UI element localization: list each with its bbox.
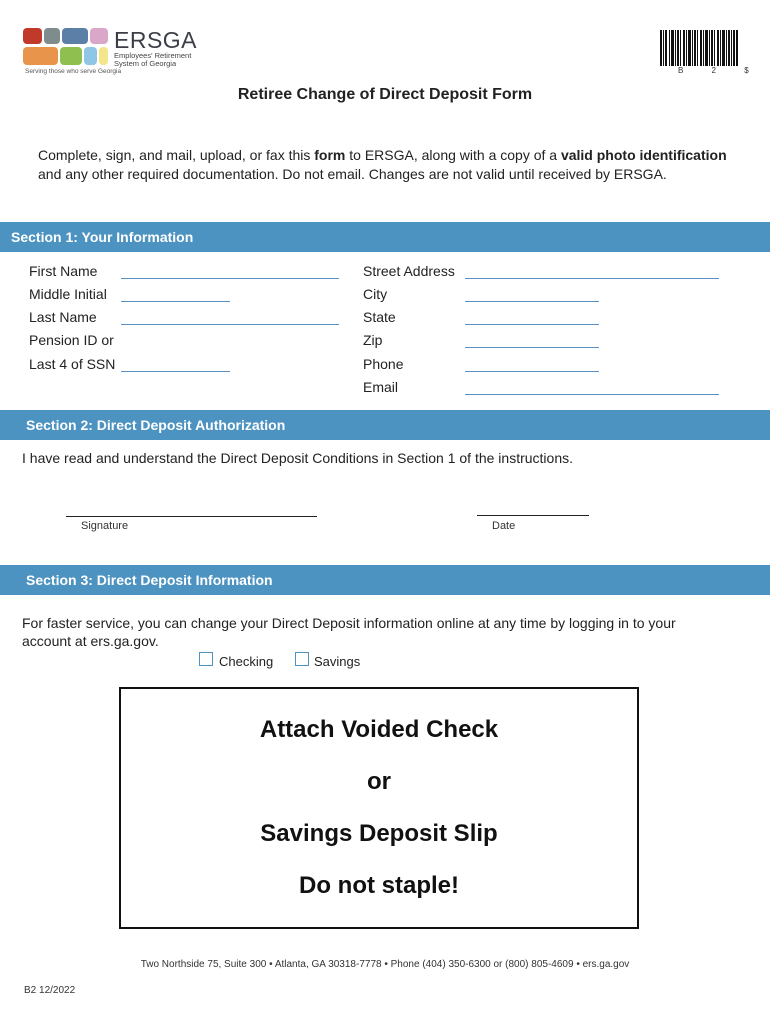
logo-subtitle — [114, 52, 191, 68]
logo-tile-yellow — [99, 47, 108, 65]
barcode — [660, 30, 738, 66]
date-label: Date — [492, 520, 516, 532]
online-change-note-line1: For faster service, you can change your Direct Deposit information online at any time by logging in to your — [22, 615, 676, 631]
street-address-field[interactable] — [465, 278, 719, 279]
footer-contact: Two Northside 75, Suite 300 • Atlanta, GA 30318-7778 • Phone (404) 350-6300 or (800) 805-4609 • ers.ga.gov — [140, 959, 630, 970]
attach-check-box — [119, 687, 639, 929]
logo-tagline: Serving those who serve Georgia — [25, 68, 122, 75]
form-title: Retiree Change of Direct Deposit Form — [237, 86, 533, 103]
email-label: Email — [363, 379, 399, 395]
checking-checkbox[interactable] — [199, 652, 213, 666]
phone-label: Phone — [363, 356, 404, 372]
logo-tile-gray — [44, 28, 60, 44]
section3-title: Section 3: Direct Deposit Information — [26, 572, 273, 588]
section2-title: Section 2: Direct Deposit Authorization — [26, 417, 286, 433]
section3-header — [0, 565, 770, 595]
savings-label: Savings — [314, 654, 361, 669]
form-code: B2 12/2022 — [24, 985, 76, 996]
middle-initial-label: Middle Initial — [29, 286, 107, 302]
savings-checkbox[interactable] — [295, 652, 309, 666]
logo-wordmark: ERSGA — [114, 27, 198, 53]
logo-subtitle-line1: Employees' Retirement — [114, 51, 192, 60]
do-not-staple-text: Do not staple! — [299, 872, 459, 899]
logo-tile-green — [60, 47, 82, 65]
logo-tile-pink — [90, 28, 108, 44]
pension-id-ssn-field[interactable] — [121, 371, 230, 372]
attach-deposit-slip-text: Savings Deposit Slip — [260, 820, 498, 847]
intro-bold-photo-id: valid photo identification — [560, 147, 727, 163]
checking-label: Checking — [219, 654, 274, 669]
section1-header — [0, 222, 770, 252]
logo-tile-red — [23, 28, 42, 44]
phone-field[interactable] — [465, 371, 599, 372]
email-field[interactable] — [465, 394, 719, 395]
state-label: State — [363, 309, 396, 325]
logo-subtitle-line2: System of Georgia — [114, 59, 177, 68]
logo-tile-orange — [23, 47, 58, 65]
state-field[interactable] — [465, 324, 599, 325]
zip-label: Zip — [363, 332, 383, 348]
section2-header — [0, 410, 770, 440]
city-field[interactable] — [465, 301, 599, 302]
signature-label: Signature — [81, 520, 129, 532]
logo-tile-lightblue — [84, 47, 97, 65]
ssn-last4-label: Last 4 of SSN — [29, 356, 116, 372]
zip-field[interactable] — [465, 347, 599, 348]
online-change-note-line2: account at ers.ga.gov. — [22, 633, 159, 649]
intro-text-3: and any other required documentation. Do not email. Changes are not valid until received by ERSGA. — [38, 166, 667, 182]
last-name-label: Last Name — [29, 309, 97, 325]
first-name-label: First Name — [29, 263, 98, 279]
city-label: City — [363, 286, 388, 302]
intro-bold-form: form — [314, 147, 346, 163]
online-change-note — [22, 614, 676, 650]
first-name-field[interactable] — [121, 278, 339, 279]
attach-or-text: or — [367, 768, 391, 795]
street-address-label: Street Address — [363, 263, 455, 279]
pension-id-label: Pension ID or — [29, 332, 114, 348]
last-name-field[interactable] — [121, 324, 339, 325]
barcode-caption: B 2 $ — [678, 66, 762, 75]
logo-tile-blue — [62, 28, 88, 44]
middle-initial-field[interactable] — [121, 301, 230, 302]
section1-title: Section 1: Your Information — [11, 229, 194, 245]
intro-instructions — [38, 146, 738, 184]
authorization-statement: I have read and understand the Direct Deposit Conditions in Section 1 of the instructions. — [22, 450, 573, 466]
intro-text-2: to ERSGA, along with a copy of a — [345, 147, 561, 163]
attach-voided-check-text: Attach Voided Check — [259, 716, 499, 743]
intro-text-1: Complete, sign, and mail, upload, or fax this — [38, 147, 315, 163]
signature-field[interactable] — [66, 516, 317, 517]
date-field[interactable] — [477, 515, 589, 516]
